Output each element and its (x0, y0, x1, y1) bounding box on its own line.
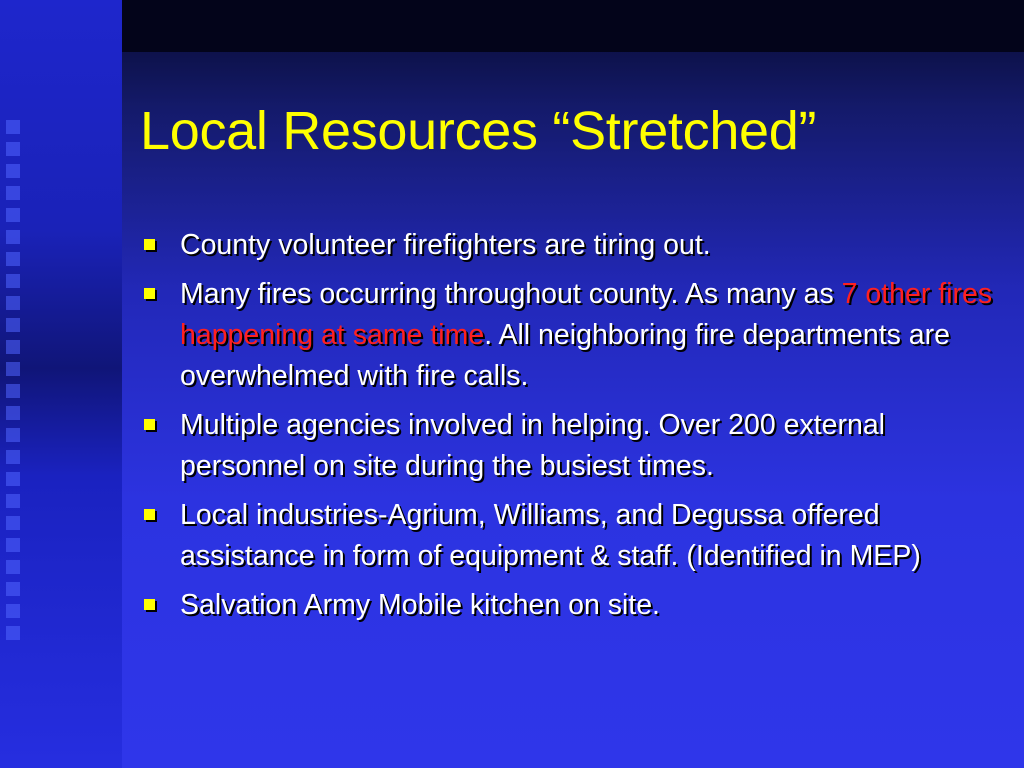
decorative-square-column (6, 120, 26, 660)
square-bullet-icon (144, 419, 155, 430)
bullet-text: . All neighboring fire departments are overwhelmed with fire calls. (180, 319, 950, 392)
bullet-item (142, 495, 1012, 577)
square-bullet-icon (144, 509, 155, 520)
bullet-text: County volunteer firefighters are tiring out. (180, 229, 711, 261)
left-decorative-band (0, 0, 122, 768)
square-bullet-icon (144, 288, 155, 299)
bullet-item (142, 225, 1012, 266)
bullet-item (142, 585, 1012, 626)
slide-title: Local Resources “Stretched” (140, 101, 817, 161)
bullet-list (142, 225, 1012, 634)
bullet-item (142, 405, 1012, 487)
square-bullet-icon (144, 239, 155, 250)
bullet-text: Salvation Army Mobile kitchen on site. (180, 589, 660, 621)
bullet-item (142, 274, 1012, 397)
top-dark-bar (122, 0, 1024, 52)
bullet-text: Many fires occurring throughout county. As many as (180, 278, 842, 310)
bullet-highlight-text: 7 other fires happening at same time (180, 278, 993, 351)
bullet-text: Multiple agencies involved in helping. Over 200 external personnel on site during the busiest times. (180, 409, 885, 482)
square-bullet-icon (144, 599, 155, 610)
bullet-text: Local industries-Agrium, Williams, and Degussa offered assistance in form of equipment & staff. (Identified in MEP) (180, 499, 921, 572)
